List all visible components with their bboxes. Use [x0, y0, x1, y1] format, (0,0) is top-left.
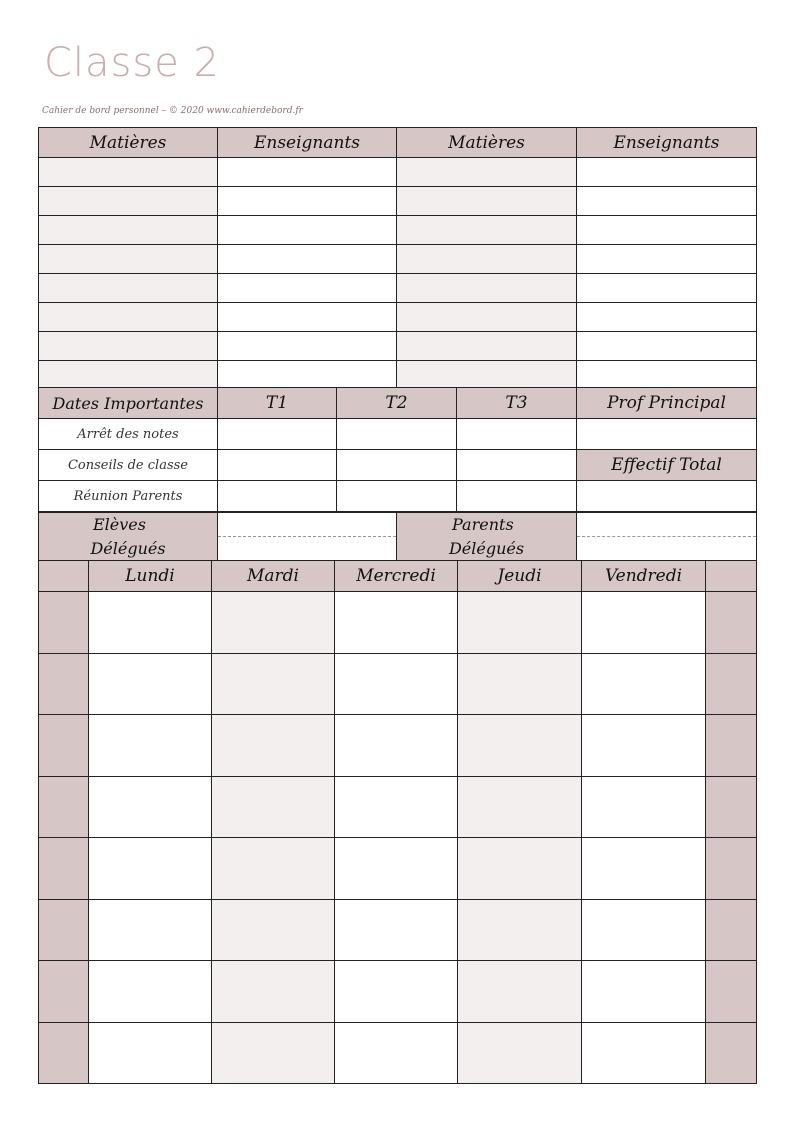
teacher-cell[interactable] — [218, 187, 397, 216]
subject-row — [39, 158, 757, 187]
subject-row — [39, 303, 757, 332]
timetable-row — [39, 899, 757, 961]
header-t1: T1 — [218, 388, 337, 419]
lesson-cell[interactable] — [458, 1022, 582, 1084]
subject-cell[interactable] — [39, 158, 218, 187]
date-cell[interactable] — [457, 419, 577, 450]
teacher-cell[interactable] — [218, 216, 397, 245]
lesson-cell[interactable] — [582, 961, 706, 1023]
date-cell[interactable] — [218, 450, 337, 481]
date-cell[interactable] — [457, 481, 577, 512]
lesson-cell[interactable] — [335, 776, 458, 838]
parent-delegue-1[interactable] — [577, 513, 757, 537]
subject-cell[interactable] — [39, 303, 218, 332]
teacher-cell[interactable] — [577, 216, 757, 245]
header-effectif-total: Effectif Total — [577, 450, 757, 481]
delegates-table — [38, 512, 757, 561]
lesson-cell[interactable] — [335, 715, 458, 777]
subjects-table — [38, 127, 757, 390]
side-cell[interactable] — [706, 653, 757, 715]
lesson-cell[interactable] — [89, 592, 212, 654]
header-prof-principal: Prof Principal — [577, 388, 757, 419]
date-cell[interactable] — [457, 450, 577, 481]
lesson-cell[interactable] — [458, 776, 582, 838]
subject-cell[interactable] — [397, 332, 577, 361]
side-cell[interactable] — [706, 899, 757, 961]
date-cell[interactable] — [218, 481, 337, 512]
teacher-cell[interactable] — [577, 187, 757, 216]
effectif-total-value[interactable] — [577, 481, 757, 512]
label-parents-delegues: Délégués — [397, 537, 577, 561]
header-t3: T3 — [457, 388, 577, 419]
header-matieres-1: Matières — [39, 128, 218, 158]
subject-cell[interactable] — [397, 245, 577, 274]
time-slot-cell[interactable] — [39, 961, 89, 1023]
date-cell[interactable] — [218, 419, 337, 450]
lesson-cell[interactable] — [582, 653, 706, 715]
lesson-cell[interactable] — [212, 715, 335, 777]
lesson-cell[interactable] — [89, 961, 212, 1023]
lesson-cell[interactable] — [582, 776, 706, 838]
timetable-row — [39, 838, 757, 900]
time-slot-cell[interactable] — [39, 1022, 89, 1084]
subject-cell[interactable] — [39, 274, 218, 303]
header-lundi: Lundi — [89, 561, 212, 592]
header-mercredi: Mercredi — [335, 561, 458, 592]
lesson-cell[interactable] — [335, 838, 458, 900]
lesson-cell[interactable] — [212, 961, 335, 1023]
page-title: Classe 2 — [44, 40, 221, 86]
time-slot-cell[interactable] — [39, 838, 89, 900]
lesson-cell[interactable] — [458, 592, 582, 654]
subject-cell[interactable] — [397, 216, 577, 245]
teacher-cell[interactable] — [218, 158, 397, 187]
date-cell[interactable] — [337, 481, 457, 512]
subject-cell[interactable] — [397, 361, 577, 390]
subject-cell[interactable] — [397, 158, 577, 187]
lesson-cell[interactable] — [582, 1022, 706, 1084]
lesson-cell[interactable] — [582, 899, 706, 961]
timetable-row — [39, 1022, 757, 1084]
page-subtitle: Cahier de bord personnel – © 2020 www.cahierdebord.fr — [42, 106, 303, 116]
header-dates-importantes: Dates Importantes — [39, 388, 218, 419]
subject-row — [39, 216, 757, 245]
header-t2: T2 — [337, 388, 457, 419]
subject-cell[interactable] — [39, 216, 218, 245]
lesson-cell[interactable] — [212, 592, 335, 654]
header-enseignants-2: Enseignants — [577, 128, 757, 158]
subject-row — [39, 245, 757, 274]
label-arret-des-notes: Arrêt des notes — [39, 419, 218, 450]
lesson-cell[interactable] — [212, 1022, 335, 1084]
timetable — [38, 560, 757, 1084]
teacher-cell[interactable] — [577, 158, 757, 187]
timetable-row — [39, 715, 757, 777]
teacher-cell[interactable] — [577, 274, 757, 303]
label-conseils-de-classe: Conseils de classe — [39, 450, 218, 481]
timetable-row — [39, 653, 757, 715]
subject-row — [39, 187, 757, 216]
parent-delegue-2[interactable] — [577, 537, 757, 561]
subject-cell[interactable] — [39, 187, 218, 216]
teacher-cell[interactable] — [218, 245, 397, 274]
timetable-row — [39, 592, 757, 654]
lesson-cell[interactable] — [458, 715, 582, 777]
teacher-cell[interactable] — [577, 332, 757, 361]
lesson-cell[interactable] — [89, 776, 212, 838]
side-cell[interactable] — [706, 838, 757, 900]
teacher-cell[interactable] — [218, 274, 397, 303]
lesson-cell[interactable] — [458, 899, 582, 961]
timetable-corner-right — [706, 561, 757, 592]
subject-row — [39, 361, 757, 390]
header-jeudi: Jeudi — [458, 561, 582, 592]
timetable-row — [39, 961, 757, 1023]
lesson-cell[interactable] — [212, 776, 335, 838]
lesson-cell[interactable] — [335, 592, 458, 654]
teacher-cell[interactable] — [577, 361, 757, 390]
teacher-cell[interactable] — [218, 332, 397, 361]
header-mardi: Mardi — [212, 561, 335, 592]
lesson-cell[interactable] — [335, 653, 458, 715]
eleve-delegue-1[interactable] — [218, 513, 397, 537]
header-enseignants-1: Enseignants — [218, 128, 397, 158]
lesson-cell[interactable] — [582, 838, 706, 900]
teacher-cell[interactable] — [218, 303, 397, 332]
side-cell[interactable] — [706, 1022, 757, 1084]
time-slot-cell[interactable] — [39, 715, 89, 777]
lesson-cell[interactable] — [89, 899, 212, 961]
subject-cell[interactable] — [39, 332, 218, 361]
lesson-cell[interactable] — [212, 899, 335, 961]
side-cell[interactable] — [706, 961, 757, 1023]
teacher-cell[interactable] — [577, 245, 757, 274]
lesson-cell[interactable] — [335, 1022, 458, 1084]
lesson-cell[interactable] — [458, 961, 582, 1023]
subject-cell[interactable] — [397, 303, 577, 332]
date-cell[interactable] — [337, 419, 457, 450]
lesson-cell[interactable] — [89, 838, 212, 900]
lesson-cell[interactable] — [582, 715, 706, 777]
timetable-row — [39, 776, 757, 838]
time-slot-cell[interactable] — [39, 776, 89, 838]
teacher-cell[interactable] — [218, 361, 397, 390]
lesson-cell[interactable] — [212, 838, 335, 900]
header-matieres-2: Matières — [397, 128, 577, 158]
time-slot-cell[interactable] — [39, 899, 89, 961]
lesson-cell[interactable] — [458, 838, 582, 900]
lesson-cell[interactable] — [458, 653, 582, 715]
time-slot-cell[interactable] — [39, 592, 89, 654]
subject-cell[interactable] — [39, 361, 218, 390]
lesson-cell[interactable] — [582, 592, 706, 654]
timetable-corner — [39, 561, 89, 592]
label-parents: Parents — [397, 513, 577, 537]
prof-principal-value[interactable] — [577, 419, 757, 450]
lesson-cell[interactable] — [89, 653, 212, 715]
subject-row — [39, 274, 757, 303]
side-cell[interactable] — [706, 776, 757, 838]
time-slot-cell[interactable] — [39, 653, 89, 715]
header-vendredi: Vendredi — [582, 561, 706, 592]
side-cell[interactable] — [706, 715, 757, 777]
subject-cell[interactable] — [397, 187, 577, 216]
lesson-cell[interactable] — [212, 653, 335, 715]
lesson-cell[interactable] — [335, 961, 458, 1023]
subject-cell[interactable] — [39, 245, 218, 274]
eleve-delegue-2[interactable] — [218, 537, 397, 561]
lesson-cell[interactable] — [335, 899, 458, 961]
label-eleves: Elèves — [39, 513, 218, 537]
dates-table — [38, 387, 757, 512]
teacher-cell[interactable] — [577, 303, 757, 332]
side-cell[interactable] — [706, 592, 757, 654]
lesson-cell[interactable] — [89, 1022, 212, 1084]
label-reunion-parents: Réunion Parents — [39, 481, 218, 512]
subject-row — [39, 332, 757, 361]
label-eleves-delegues: Délégués — [39, 537, 218, 561]
lesson-cell[interactable] — [89, 715, 212, 777]
date-cell[interactable] — [337, 450, 457, 481]
subject-cell[interactable] — [397, 274, 577, 303]
